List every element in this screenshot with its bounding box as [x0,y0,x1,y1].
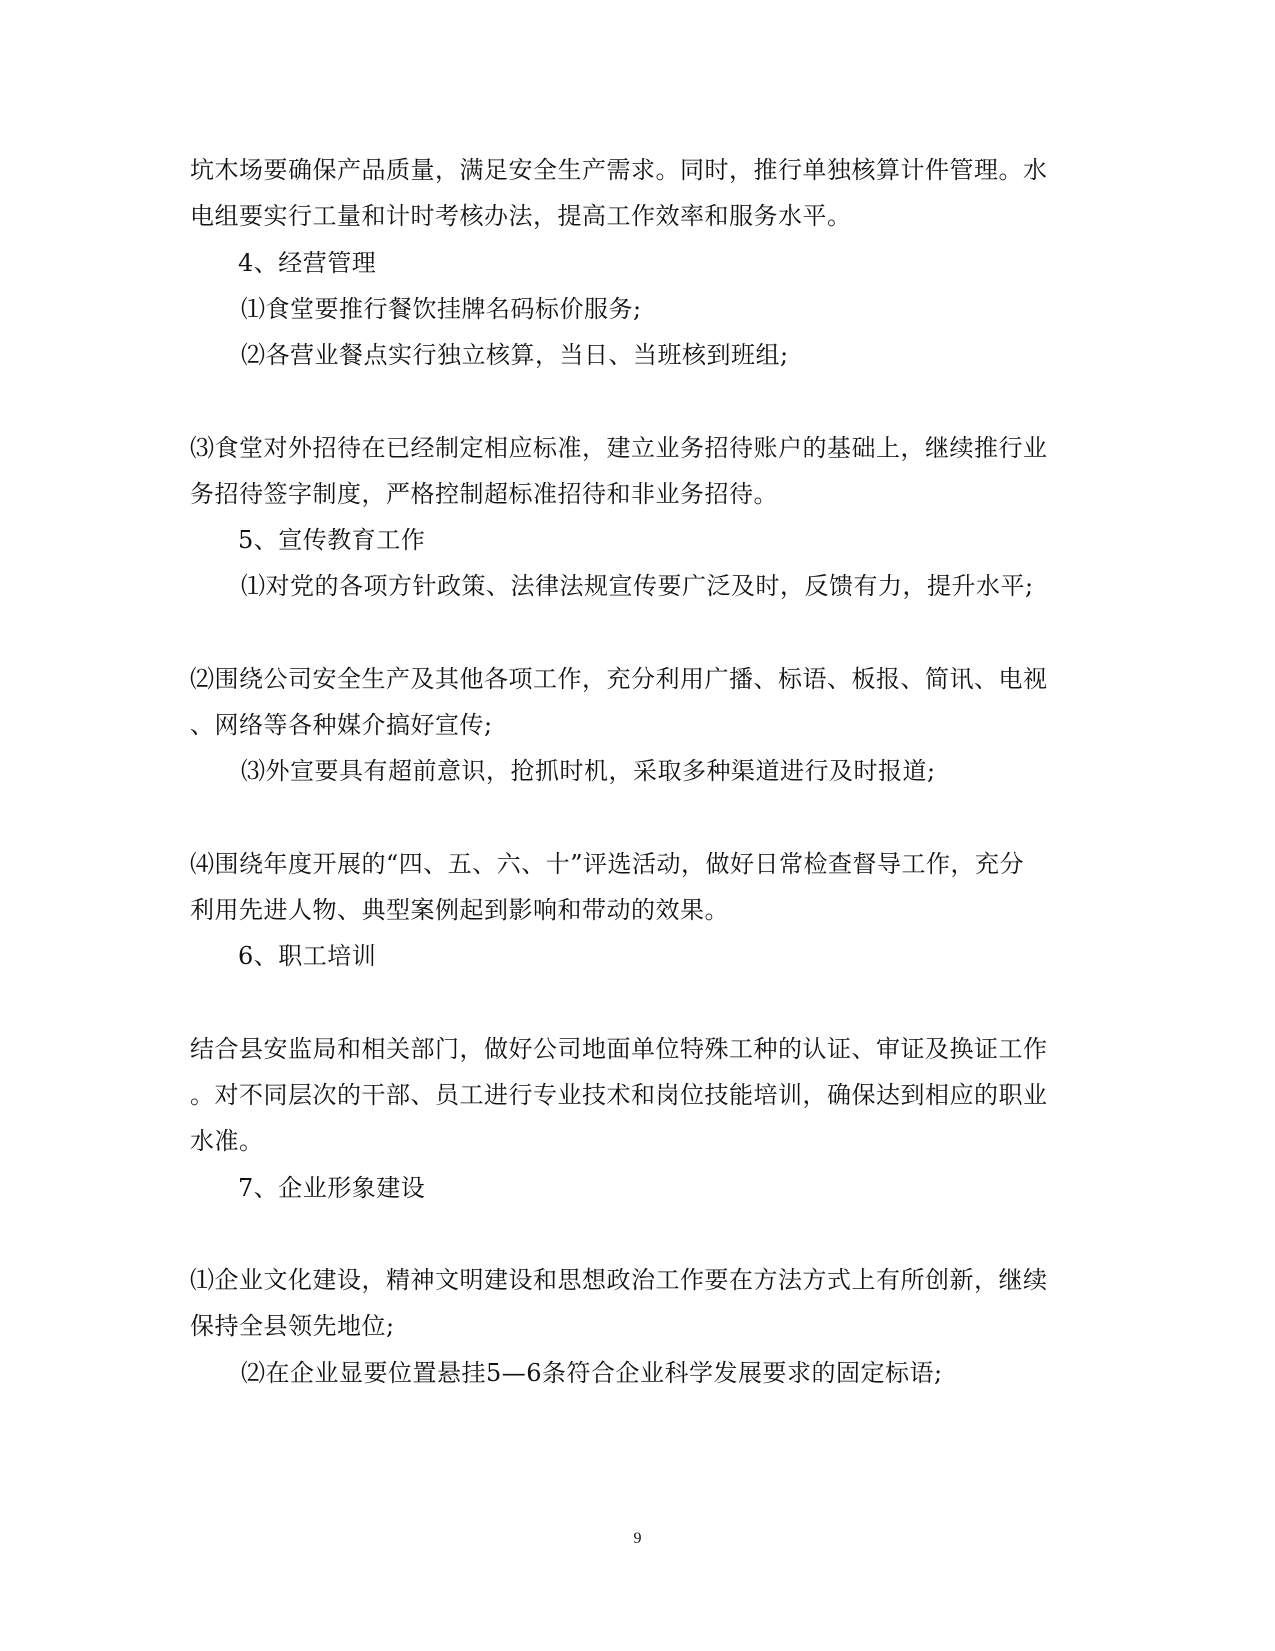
section-heading: 4、经营管理 [238,249,377,277]
list-item: ⑵围绕公司安全生产及其他各项工作，充分利用广播、标语、板报、简讯、电视 [190,665,1048,693]
list-item: ⑵在企业显要位置悬挂5—6条符合企业科学发展要求的固定标语; [241,1359,943,1387]
list-item: ⑴对党的各项方针政策、法律法规宣传要广泛及时，反馈有力，提升水平; [241,572,1034,600]
paragraph-line: 电组要实行工量和计时考核办法，提高工作效率和服务水平。 [190,202,852,230]
paragraph-line: 。对不同层次的干部、员工进行专业技术和岗位技能培训，确保达到相应的职业 [190,1081,1048,1109]
paragraph-line: 务招待签字制度，严格控制超标准招待和非业务招待。 [190,480,778,508]
paragraph-line: 结合县安监局和相关部门，做好公司地面单位特殊工种的认证、审证及换证工作 [190,1035,1048,1063]
section-heading: 5、宣传教育工作 [238,526,426,554]
page-number: 9 [633,1530,642,1547]
section-heading: 7、企业形象建设 [238,1174,426,1202]
list-item: ⑴食堂要推行餐饮挂牌名码标价服务; [241,295,642,323]
list-item: ⑷围绕年度开展的“四、五、六、十”评选活动，做好日常检查督导工作，充分 [190,850,1025,878]
section-heading: 6、职工培训 [238,942,377,970]
paragraph-line: 利用先进人物、典型案例起到影响和带动的效果。 [190,896,729,924]
paragraph-line: 水准。 [190,1127,264,1155]
list-item: ⑵各营业餐点实行独立核算，当日、当班核到班组; [241,341,789,369]
list-item: ⑶外宣要具有超前意识，抢抓时机，采取多种渠道进行及时报道; [241,757,936,785]
list-item: ⑶食堂对外招待在已经制定相应标准，建立业务招待账户的基础上，继续推行业 [190,434,1048,462]
list-item: ⑴企业文化建设，精神文明建设和思想政治工作要在方法方式上有所创新，继续 [190,1266,1048,1294]
paragraph-line: 、网络等各种媒介搞好宣传; [190,711,493,739]
paragraph-line: 坑木场要确保产品质量，满足安全生产需求。同时，推行单独核算计件管理。水 [190,156,1048,184]
paragraph-line: 保持全县领先地位; [190,1312,395,1340]
